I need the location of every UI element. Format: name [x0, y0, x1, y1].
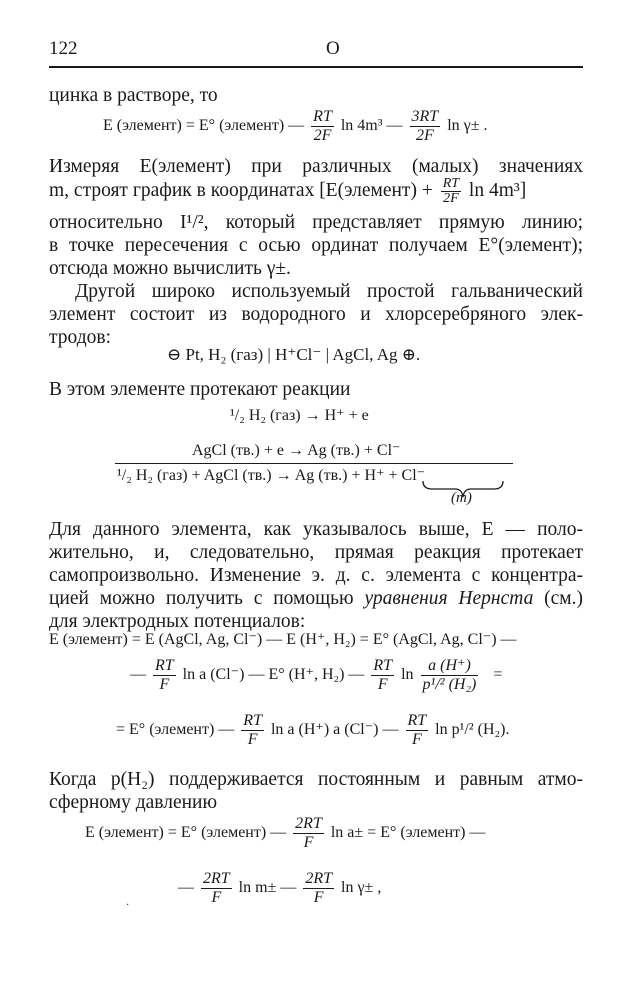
para2-frac-den: 2F — [443, 191, 459, 207]
reaction-3: ¹/₂ H₂ (газ) + AgCl (тв.) → Ag (тв.) + H⁺ + Cl⁻ — [117, 467, 426, 484]
para2-line2-b: ln 4m³] — [468, 180, 527, 201]
para5-line2: жительно, и, следовательно, прямая реакция протекает — [49, 542, 583, 563]
eq2-l3-f1d: F — [247, 731, 258, 748]
para4-line1: В этом элементе протекают реакции — [49, 379, 351, 400]
page-number: 122 — [49, 38, 78, 59]
running-head-letter: О — [326, 38, 340, 59]
eq2-l3-frac1 — [241, 712, 264, 749]
para5-line4 — [49, 587, 583, 611]
reaction-1: ¹/₂ H₂ (газ) → H⁺ + e — [230, 407, 369, 424]
molality-label: (m) — [451, 490, 472, 506]
eq2-l2-t1: ln a (Cl⁻) — E° (H⁺, H₂) — — [182, 666, 365, 684]
para2-line3: относительно I¹/², который представляет прямую линию; — [49, 212, 583, 233]
eq1-frac1-den: 2F — [313, 127, 332, 144]
eq3-l2-dash: — — [178, 879, 194, 897]
eq1-log2: ln γ± . — [447, 117, 488, 135]
eq3-l2-t2: ln γ± , — [341, 879, 382, 897]
eq2-l3-f2n: RT — [407, 712, 427, 729]
eq3-l1-fn: 2RT — [295, 815, 322, 832]
para2-frac-num: RT — [442, 176, 460, 192]
eq3-l2-f1d: F — [211, 889, 222, 906]
reaction-sum-rule — [115, 463, 513, 464]
para5-line3: самопроизвольно. Изменение э. д. с. элемента с концентра- — [49, 565, 583, 586]
para5-line4-b: (см.) — [533, 588, 584, 609]
eq2-l3-t2: ln p¹/² (H₂). — [435, 721, 510, 739]
para5-line5: для электродных потенциалов: — [49, 611, 306, 632]
print-speck-icon: · — [126, 900, 130, 911]
para3-line3: тродов: — [49, 327, 111, 348]
eq2-l2-dash: — — [130, 666, 146, 684]
eq2-l2-frac1 — [153, 657, 176, 694]
cell-notation: ⊖ Pt, H₂ (газ) | H⁺Cl⁻ | AgCl, Ag ⊕. — [167, 345, 421, 364]
eq3-l2-f1n: 2RT — [203, 870, 230, 887]
eq3-l1-b: ln a± = E° (элемент) — — [330, 824, 486, 842]
eq1-frac2 — [410, 108, 441, 145]
para3-line2: элемент состоит из водородного и хлорсеребряного элек- — [49, 304, 583, 325]
eq2-l2-f3n: a (H⁺) — [421, 657, 479, 676]
eq3-l1-fd: F — [303, 834, 314, 851]
eq3-l1-frac — [293, 815, 324, 852]
eq3-l2-t1: ln m± — — [238, 879, 297, 897]
para6-line2: сферному давлению — [49, 792, 218, 813]
eq2-line3 — [116, 712, 509, 749]
para5-line1: Для данного элемента, как указывалось выше, E — поло- — [49, 519, 583, 540]
eq2-l2-f3d: p¹/² (H₂) — [422, 676, 477, 693]
reaction-2: AgCl (тв.) + e → Ag (тв.) + Cl⁻ — [192, 442, 401, 459]
eq3-l2-frac2 — [303, 870, 334, 907]
para3-line1: Другой широко используемый простой гальванический — [75, 281, 583, 302]
eq2-l2-eq: = — [493, 666, 503, 684]
eq2-l2-frac3 — [421, 657, 479, 694]
eq1-lhs: E (элемент) = E° (элемент) — — [103, 117, 305, 135]
eq3-line2 — [178, 870, 381, 907]
eq1-frac1-num: RT — [313, 108, 332, 125]
eq3-l1-a: E (элемент) = E° (элемент) — — [85, 824, 287, 842]
eq2-l3-a: = E° (элемент) — — [116, 721, 235, 739]
eq2-l2-f2n: RT — [373, 657, 393, 674]
para2-frac — [441, 177, 461, 206]
para2-line5: отсюда можно вычислить γ±. — [49, 258, 291, 279]
eq2-l2-f1d: F — [159, 676, 170, 693]
para2-line1: Измеряя E(элемент) при различных (малых) значениях — [49, 156, 583, 177]
eq2-line1: E (элемент) = E (AgCl, Ag, Cl⁻) — E (H⁺, H₂) = E° (AgCl, Ag, Cl⁻) — — [49, 631, 517, 648]
eq2-l3-f2d: F — [411, 731, 422, 748]
eq2-l2-f2d: F — [377, 676, 388, 693]
eq3-l2-f2n: 2RT — [305, 870, 333, 887]
eq2-l3-f1n: RT — [243, 712, 262, 729]
para2-line2 — [49, 177, 583, 206]
para5-line4-a: цией можно получить с помощью — [49, 588, 365, 609]
eq1-frac1 — [311, 108, 334, 145]
eq1-frac2-num: 3RT — [411, 108, 439, 125]
eq2-line2 — [130, 657, 502, 694]
para6-line1: Когда p(H₂) поддерживается постоянным и равным атмо- — [49, 769, 583, 790]
eq2-l2-frac2 — [371, 657, 394, 694]
eq2-l2-t2: ln — [401, 666, 414, 684]
eq3-line1 — [85, 815, 485, 852]
eq2-l3-t1: ln a (H⁺) a (Cl⁻) — — [270, 721, 399, 739]
eq3-l2-f2d: F — [313, 889, 324, 906]
eq2-l2-f1n: RT — [155, 657, 174, 674]
eq2-l3-frac2 — [406, 712, 429, 749]
para1-line1: цинка в растворе, то — [49, 85, 218, 106]
header-rule — [49, 66, 583, 68]
para2-line2-a: m, строят график в координатах [E(элемент) + — [49, 180, 433, 201]
para2-line4: в точке пересечения с осью ординат получаем E°(элемент); — [49, 235, 583, 256]
equation-1 — [103, 108, 488, 145]
nernst-equation-term: уравнения Нернста — [364, 588, 534, 609]
eq3-l2-frac1 — [201, 870, 232, 907]
eq1-frac2-den: 2F — [415, 127, 434, 144]
eq1-log1: ln 4m³ — — [340, 117, 403, 135]
